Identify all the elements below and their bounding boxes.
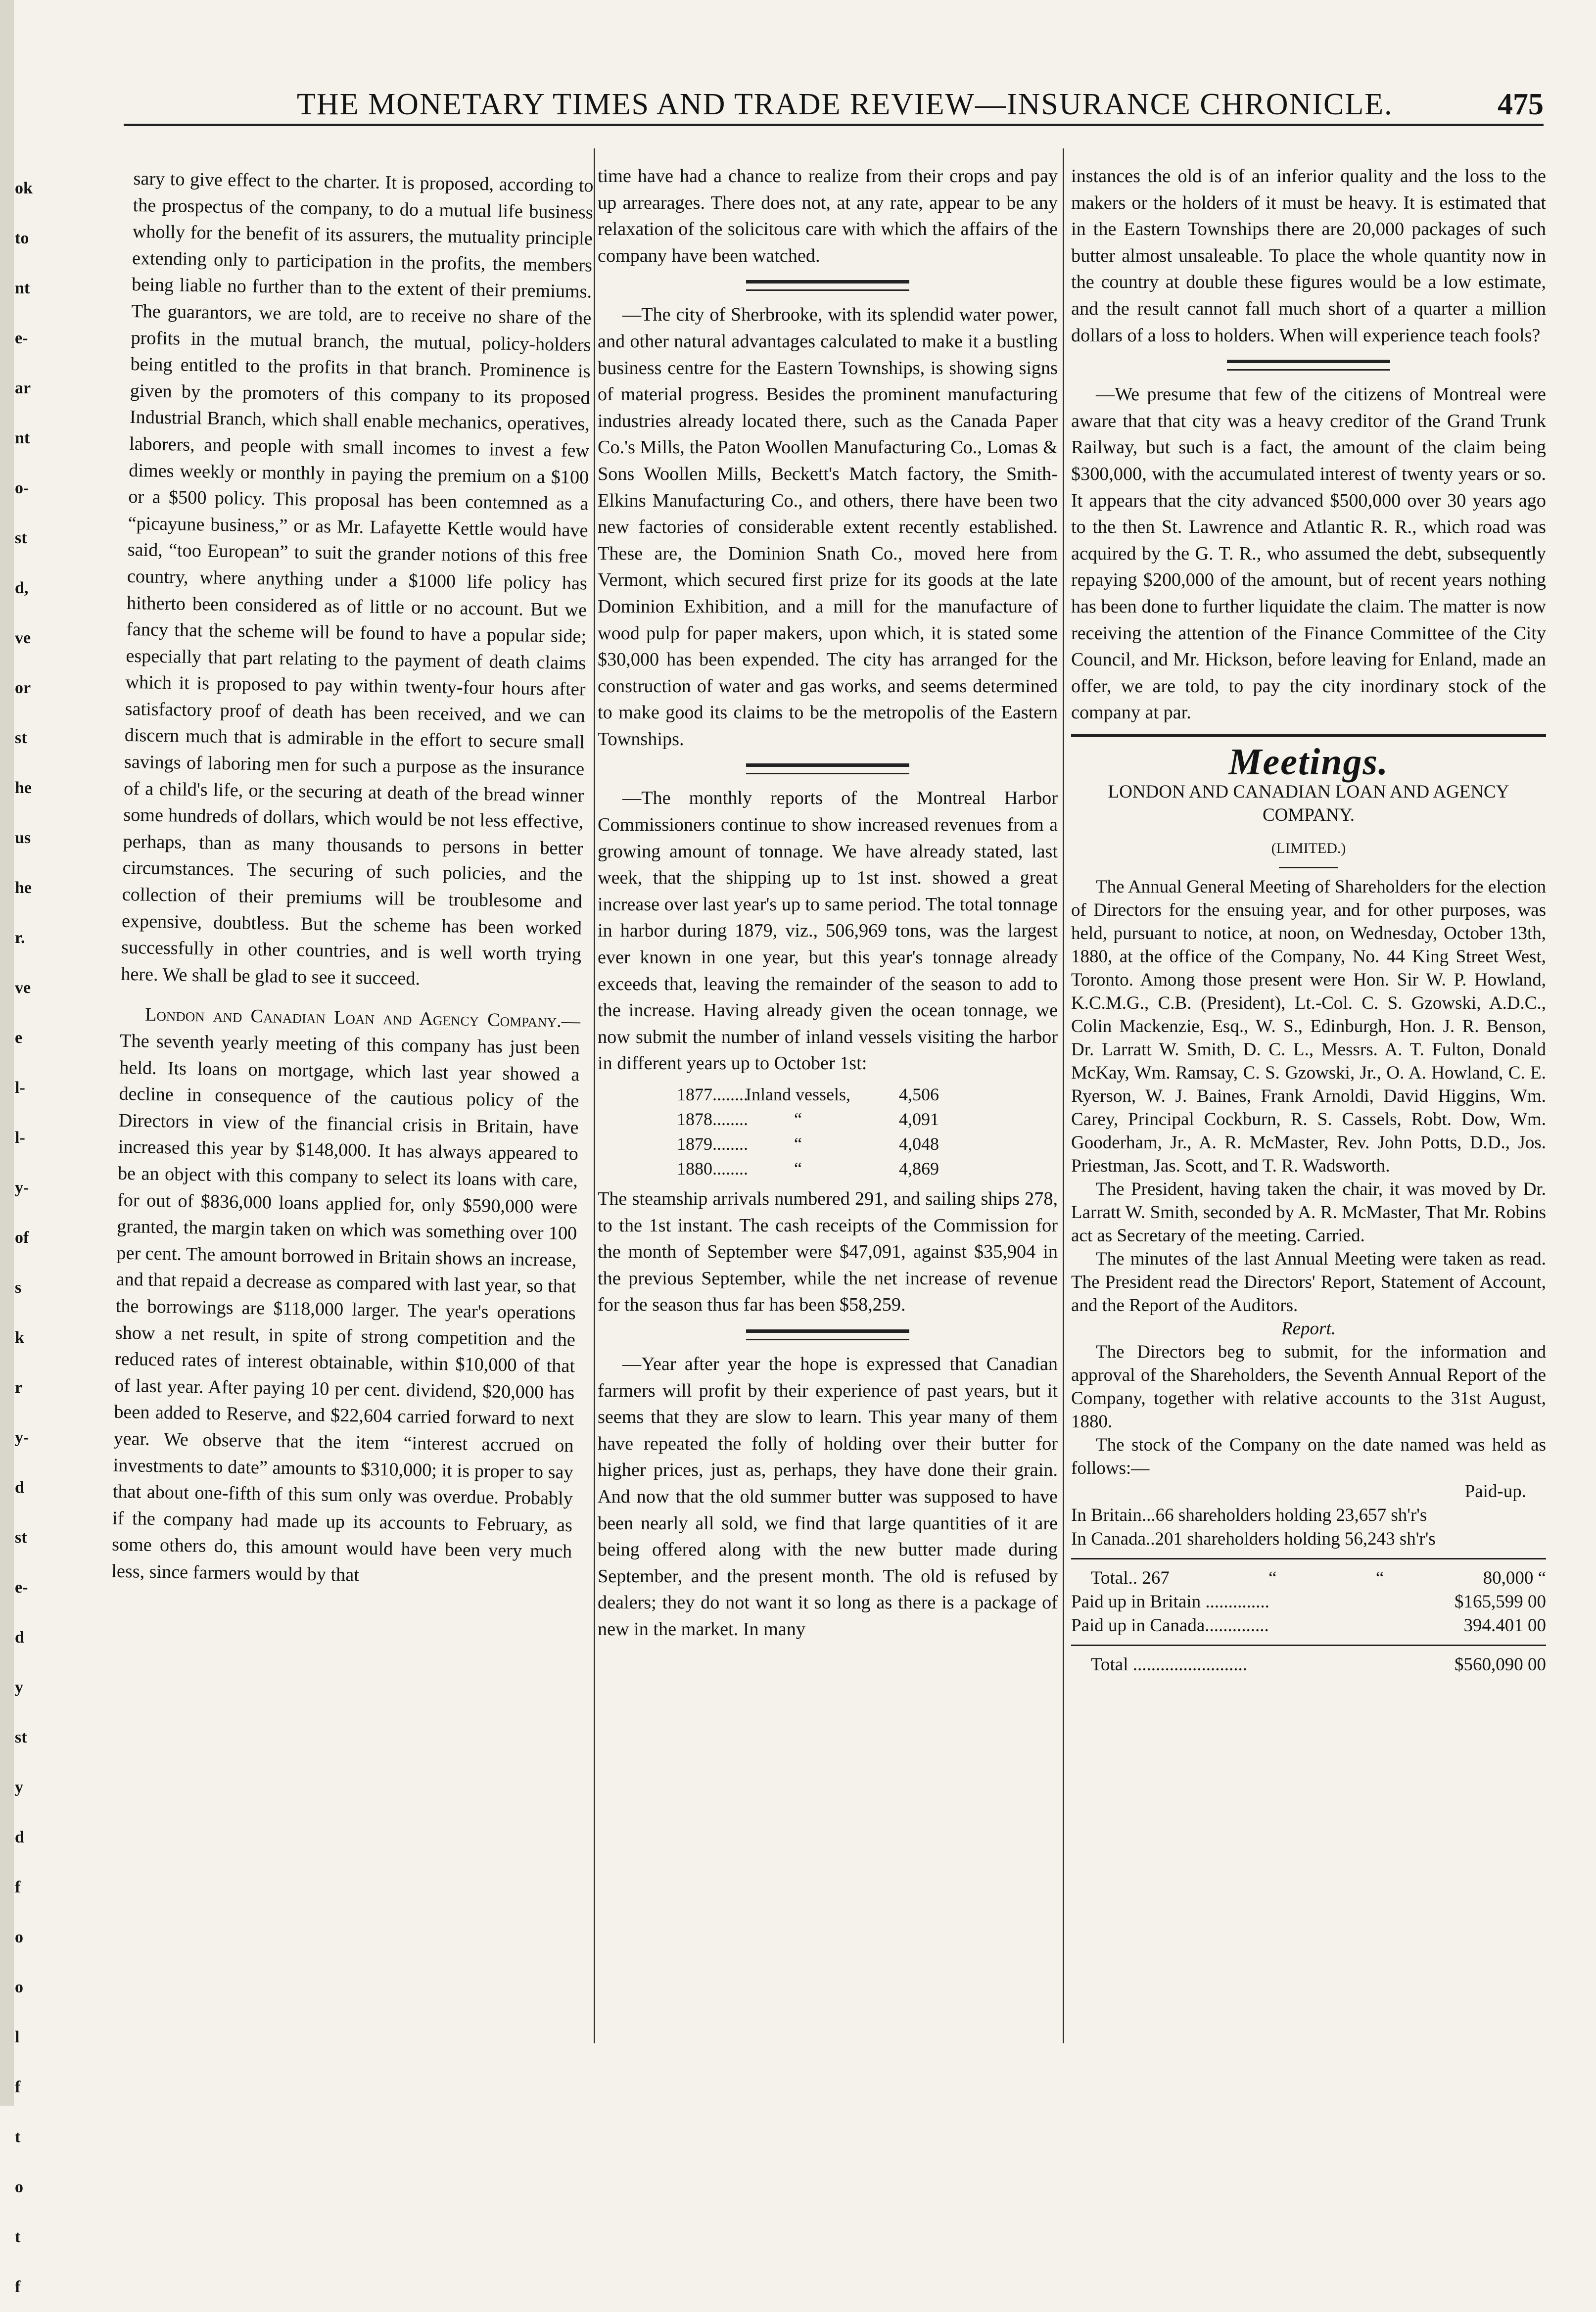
- left-edge-fragments: [15, 163, 33, 2312]
- edge-fragment: k: [15, 1328, 24, 1347]
- vessel-value: 4,091: [899, 1109, 939, 1129]
- edge-fragment: y: [15, 1678, 23, 1697]
- share-total-row: [1071, 1566, 1546, 1590]
- share-row-canada: [1071, 1527, 1546, 1551]
- edge-fragment: t: [15, 2128, 21, 2146]
- edge-fragment: s: [15, 1278, 22, 1297]
- meeting-paragraph: The Annual General Meeting of Shareholders for the election of Directors for the ensuing year, and for other purposes, was held, pursuant to notice, at noon, on Wednesday, October 13th, 1880, at the office of the Company, No. 44 King Street West, Toronto. Among those present were Hon. Sir W. P. Howland, K.C.M.G., C.B. (President), Lt.-Col. C. S. Gzowski, A.D.C., Colin Mackenzie, Esq., W. S., Edinburgh, Hon. J. R. Benson, Dr. Larratt W. Smith, D. C. L., Messrs. A. T. Fulton, Donald McKay, Wm. Ramsay, C. S. Gzowski, Jr., O. A. Howland, C. E. Ryerson, W. J. Baines, Frank Arnoldi, David Higgins, Wm. Carey, Principal Cockburn, R. S. Cassels, Robt. Dow, Wm. Gooderham, Jr., A. R. McMaster, Rev. John Potts, D.D., Jos. Priestman, Jas. Scott, and T. R. Wadsworth.: [1071, 877, 1546, 1177]
- table-rule: [1071, 1645, 1546, 1646]
- vessel-year: 1880........: [677, 1159, 748, 1179]
- article-paragraph: —We presume that few of the citizens of Montreal were aware that that city was a heavy creditor of the Grand Trunk Railway, but such is a fact, the amount of the claim being $300,000, with the accumulated interest of twenty years or so. It appears that the city advanced $500,000 over 30 years ago to the then St. Lawrence and Atlantic R. R., which road was acquired by the G. T. R., who assumed the debt, subsequently repaying $200,000 of the amount, but of recent years nothing has been done to further liquidate the claim. The matter is now receiving the attention of the Finance Committee of the City Council, and Mr. Hickson, before leaving for Enland, made an offer, we are told, to pay the city inordinary stock of the company at par.: [1071, 384, 1546, 723]
- article-paragraph: time have had a chance to realize from their crops and pay up arrearages. There does not, at any rate, appear to be any relaxation of the solicitous care with which the affairs of the company have been watched.: [598, 166, 1058, 266]
- column-divider: [594, 148, 595, 2043]
- article-paragraph: —The seventh yearly meeting of this company has just been held. Its loans on mortgage, which last year showed a decline in consequence of the cautious policy of the Directors in view of the financial crisis in Britain, have increased this year by $148,000. It has always appeared to be an object with this company to select its loans with care, for out of $836,000 loans applied for, only $590,000 were granted, the margin taken on which was something over 100 per cent. The amount borrowed in Britain shows an increase, and that repaid a decrease as compared with last year, so that the borrowings are $118,000 larger. The year's operations show a net result, in spite of strong competition and the reduced rates of interest obtainable, within $10,000 of that of last year. After paying 10 per cent. dividend, $20,000 has been added to Reserve, and $22,604 carried forward to next year. We observe that the item “interest accrued on investments to date” amounts to $310,000; it is proper to say that about one-fifth of this sum only was overdue. Probably if the company had made up its accounts to February, as some others do, this amount would have been very much less, since farmers would by that: [111, 1011, 581, 1586]
- share-row-britain: [1071, 1504, 1546, 1527]
- vessel-table: [677, 1082, 1058, 1181]
- article-paragraph: —The monthly reports of the Montreal Harbor Commissioners continue to show increased revenues from a growing amount of tonnage. We have already stated, last week, that the shipping up to 1st inst. showed a great increase over last year's up to same period. The total tonnage in harbor during 1879, viz., 506,969 tons, was the largest ever known in one year, but this year's tonnage already exceeds that, leaving the remainder of the season to add to the increase. Having already given the ocean tonnage, we now submit the number of inland vessels visiting the harbor in different years up to October 1st:: [598, 788, 1058, 1074]
- edge-fragment: o: [15, 1928, 23, 1946]
- vessel-row: [677, 1107, 1058, 1132]
- vessel-year: 1877........: [677, 1085, 748, 1104]
- edge-fragment: to: [15, 229, 29, 247]
- vessel-label: Inland vessels,: [746, 1085, 850, 1104]
- company-heading: LONDON AND CANADIAN LOAN AND AGENCY COMPANY.: [1108, 782, 1509, 826]
- paid-canada-row: [1071, 1614, 1546, 1638]
- edge-fragment: l-: [15, 1129, 25, 1147]
- section-rule: [1071, 734, 1546, 737]
- edge-fragment: e: [15, 1029, 23, 1047]
- edge-fragment: f: [15, 2078, 21, 2096]
- edge-fragment: y-: [15, 1428, 29, 1447]
- edge-fragment: d: [15, 1628, 24, 1647]
- company-limited: (LIMITED.): [1271, 840, 1346, 857]
- table-rule: [1071, 1558, 1546, 1559]
- vessel-label: “: [794, 1134, 802, 1154]
- section-separator: [746, 280, 909, 291]
- column-1: [111, 166, 594, 1592]
- meeting-paragraph: The stock of the Company on the date named was held as follows:—: [1071, 1435, 1546, 1479]
- meeting-paragraph: The Directors beg to submit, for the information and approval of the Shareholders, the Seventh Annual Report of the Company, together with relative accounts to the 31st August, 1880.: [1071, 1342, 1546, 1432]
- edge-fragment: l: [15, 2028, 20, 2046]
- page-number: 475: [1498, 88, 1544, 121]
- article-paragraph: —The city of Sherbrooke, with its splendid water power, and other natural advantages calculated to make it a bustling business centre for the Eastern Townships, is showing signs of material progress. Besides the prominent manufacturing industries already located there, such as the Canada Paper Co.'s Mills, the Paton Woollen Manufacturing Co., Lomas & Sons Woollen Mills, Beckett's Match factory, the Smith-Elkins Manufacturing Co., and others, there have been two new factories of considerable extent recently established. These are, the Dominion Snath Co., moved here from Vermont, which secured first prize for its goods at the late Dominion Exhibition, and a mill for the manufacture of wood pulp for paper makers, upon which, it is stated some $30,000 has been expended. The city has arranged for the construction of water and gas works, and seems determined to make good its claims to be the metropolis of the Eastern Townships.: [598, 304, 1058, 750]
- paid-britain-row: [1071, 1590, 1546, 1614]
- total-label: Total.. 267: [1091, 1568, 1170, 1589]
- edge-fragment: ok: [15, 179, 33, 197]
- short-rule: [1279, 867, 1338, 868]
- edge-fragment: y-: [15, 1179, 29, 1197]
- edge-fragment: y: [15, 1778, 23, 1796]
- row-value: 394.401 00: [1463, 1615, 1546, 1636]
- vessel-row: [677, 1132, 1058, 1156]
- row-value: $165,599 00: [1455, 1592, 1546, 1612]
- edge-fragment: d: [15, 1828, 24, 1846]
- vessel-label: “: [794, 1159, 802, 1179]
- grand-total-row: [1071, 1653, 1546, 1677]
- edge-fragment: f: [15, 1878, 21, 1896]
- edge-fragment: e-: [15, 1578, 28, 1597]
- edge-fragment: ve: [15, 629, 31, 647]
- edge-fragment: t: [15, 2228, 21, 2246]
- row-value: $560,090 00: [1455, 1654, 1546, 1675]
- edge-fragment: st: [15, 1528, 27, 1547]
- edge-fragment: o: [15, 1978, 23, 1996]
- section-separator: [746, 763, 909, 774]
- vessel-year: 1879........: [677, 1134, 748, 1154]
- paid-up-label: Paid-up.: [1464, 1481, 1526, 1502]
- edge-fragment: nt: [15, 279, 30, 297]
- section-separator: [1227, 360, 1390, 371]
- edge-fragment: d,: [15, 579, 29, 597]
- share-row-text: In Canada..201 shareholders holding 56,243 sh'r's: [1071, 1529, 1436, 1550]
- header-rule: [124, 124, 1544, 126]
- edge-fragment: st: [15, 529, 27, 547]
- edge-fragment: ar: [15, 379, 31, 397]
- column-2: [598, 163, 1058, 1643]
- article-paragraph: sary to give effect to the charter. It is proposed, according to the prospectus of the company, to do a mutual life business wholly for the benefit of its assurers, the mutuality principle extending only to participation in the profits, the members being liable no further than to the extent of their premiums. The guarantors, we are told, are to receive no share of the profits in the mutual branch, the mutual, policy-holders being entitled to the profits in that branch. Prominence is given by the promoters of this company to its proposed Industrial Branch, which shall enable mechanics, operatives, laborers, and people with small incomes to invest a few dimes weekly or monthly in paying the premium on a $100 or a $500 policy. This proposal has been contemned as a “picayune business,” or as Mr. Lafayette Kettle would have said, “too European” to suit the grander notions of this free country, where anything under a $1000 life policy has hitherto been considered as of little or no account. But we fancy that the scheme will be found to have a popular side; especially that part relating to the payment of death claims which it is proposed to pay within twenty-four hours after satisfactory proof of death has been received, and we can discern much that is admirable in the effort to secure small savings of laboring men for such a purpose as the insurance of a child's life, or the securing at death of the bread winner some hundreds of dollars, which would be not less effective, perhaps, than as many thousands to persons in better circumstances. The securing of such policies, and the collection of their premiums will be troublesome and expensive, doubtless. But the scheme has been worked successfully in other countries, and is well worth trying here. We shall be glad to see it succeed.: [121, 168, 594, 990]
- meeting-paragraph: The President, having taken the chair, it was moved by Dr. Larratt W. Smith, seconded by A. R. McMaster, That Mr. Robins act as Secretary of the meeting. Carried.: [1071, 1179, 1546, 1246]
- edge-fragment: f: [15, 2278, 21, 2296]
- publication-title: THE MONETARY TIMES AND TRADE REVIEW—INSURANCE CHRONICLE.: [297, 88, 1393, 121]
- vessel-row: [677, 1082, 1058, 1107]
- edge-fragment: d: [15, 1478, 24, 1497]
- scan-edge: [0, 0, 14, 2106]
- column-3: [1071, 163, 1546, 1677]
- share-row-text: In Britain...66 shareholders holding 23,657 sh'r's: [1071, 1505, 1427, 1526]
- edge-fragment: e-: [15, 329, 28, 347]
- edge-fragment: r.: [15, 929, 25, 947]
- vessel-row: [677, 1156, 1058, 1181]
- total-value: 80,000 “: [1483, 1568, 1546, 1589]
- edge-fragment: r: [15, 1378, 23, 1397]
- vessel-value: 4,869: [899, 1159, 939, 1179]
- edge-fragment: o: [15, 2178, 23, 2196]
- column-divider: [1063, 148, 1064, 2043]
- row-label: Total .........................: [1091, 1654, 1247, 1675]
- ditto-mark: “: [1375, 1568, 1384, 1589]
- edge-fragment: of: [15, 1228, 29, 1247]
- row-label: Paid up in Canada..............: [1071, 1615, 1269, 1636]
- edge-fragment: ve: [15, 979, 31, 997]
- edge-fragment: us: [15, 829, 31, 847]
- edge-fragment: st: [15, 729, 27, 747]
- report-heading: Report.: [1281, 1319, 1336, 1339]
- edge-fragment: o-: [15, 479, 29, 497]
- row-label: Paid up in Britain ..............: [1071, 1592, 1269, 1612]
- edge-fragment: st: [15, 1728, 27, 1746]
- article-paragraph: instances the old is of an inferior quality and the loss to the makers or the holders of it must be heavy. It is estimated that in the Eastern Townships there are 20,000 packages of such butter almost unsaleable. To place the whole quantity now in the country at double these figures would be a low estimate, and the result cannot fall much short of a quarter a million dollars of a loss to holders. When will experience teach fools?: [1071, 166, 1546, 346]
- vessel-value: 4,048: [899, 1134, 939, 1154]
- edge-fragment: or: [15, 679, 31, 697]
- page-header: [297, 87, 1544, 127]
- share-table: [1071, 1480, 1546, 1677]
- ditto-mark: “: [1268, 1568, 1277, 1589]
- article-heading: London and Canadian Loan and Agency Company.: [144, 1004, 562, 1032]
- section-separator: [746, 1329, 909, 1340]
- edge-fragment: l-: [15, 1079, 25, 1097]
- vessel-year: 1878........: [677, 1109, 748, 1129]
- article-paragraph: —Year after year the hope is expressed that Canadian farmers will profit by their experience of past years, but it seems that they are slow to learn. This year many of them have repeated the folly of holding over their butter for higher prices, just as, perhaps, they have done their grain. And now that the old summer butter was supposed to have been nearly all sold, we find that large quantities of it are being offered along with the new butter made during September, and the present month. The old is refused by dealers; they do not want it so long as there is a package of new in the market. In many: [598, 1353, 1058, 1640]
- article-paragraph: The steamship arrivals numbered 291, and sailing ships 278, to the 1st instant. The cash receipts of the Commission for the month of September were $47,091, against $35,904 in the previous September, while the net increase of revenue for the season thus far has been $58,259.: [598, 1188, 1058, 1316]
- vessel-label: “: [794, 1109, 802, 1129]
- meeting-paragraph: The minutes of the last Annual Meeting were taken as read. The President read the Directors' Report, Statement of Account, and the Report of the Auditors.: [1071, 1249, 1546, 1316]
- meetings-heading: Meetings.: [1228, 741, 1389, 783]
- edge-fragment: nt: [15, 429, 30, 447]
- edge-fragment: he: [15, 879, 32, 897]
- vessel-value: 4,506: [899, 1085, 939, 1104]
- edge-fragment: he: [15, 779, 32, 797]
